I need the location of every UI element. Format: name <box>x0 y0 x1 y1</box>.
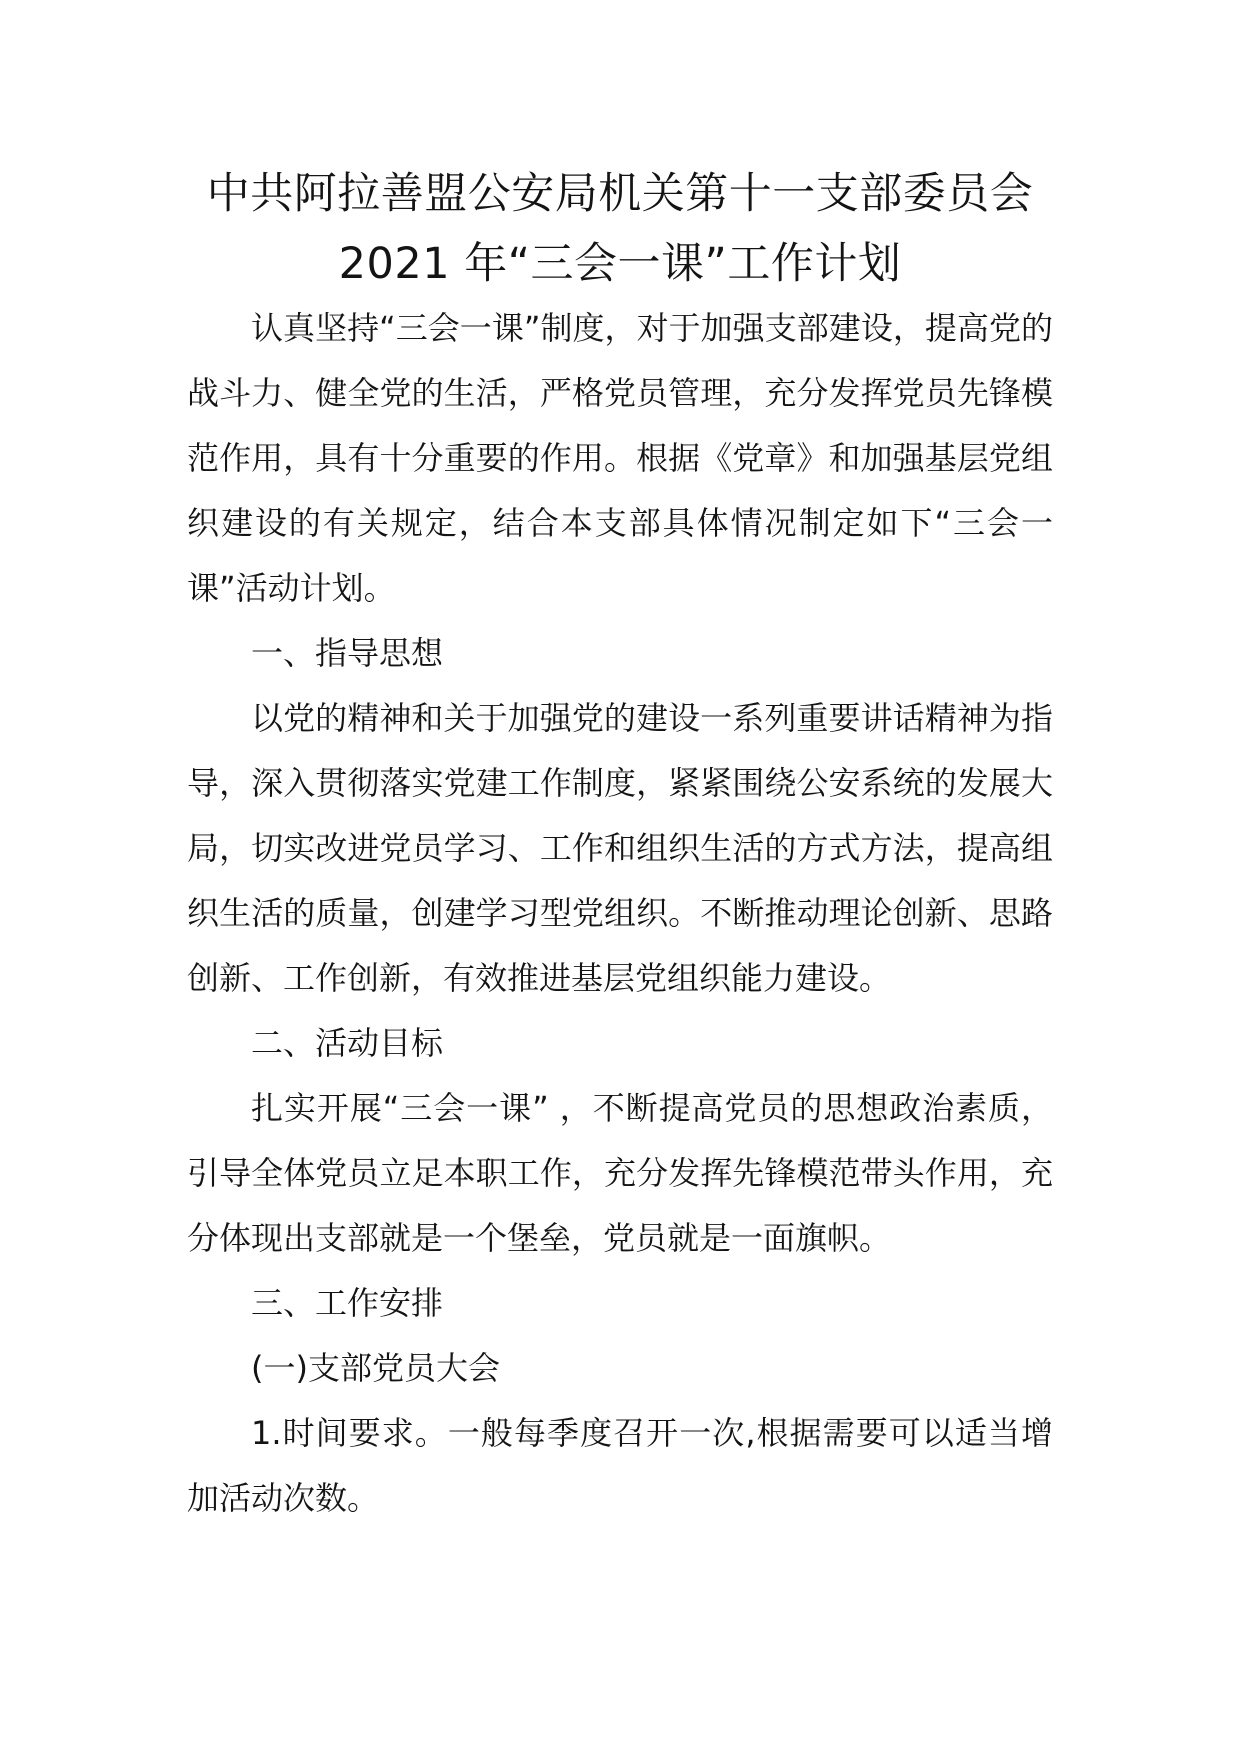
document-title-line-2: 2021 年“三会一课”工作计划 <box>338 239 902 289</box>
section-heading-activity-goals: 二、活动目标 <box>251 1024 444 1062</box>
activity-goals-paragraph: 扎实开展“三会一课” ，不断提高党员的思想政治素质，引导全体党员立足本职工作，充分发挥先锋模范带头作用，充分体现出支部就是一个堡垒，党员就是一面旗帜。 <box>187 1089 1053 1257</box>
time-requirement-paragraph: 1.时间要求。一般每季度召开一次,根据需要可以适当增加活动次数。 <box>187 1414 1053 1517</box>
document-title-line-1: 中共阿拉善盟公安局机关第十一支部委员会 <box>206 169 1034 219</box>
section-heading-guiding-ideology: 一、指导思想 <box>251 634 444 672</box>
subsection-heading-party-member-meeting: (一)支部党员大会 <box>251 1349 500 1387</box>
document-body <box>187 296 1053 1531</box>
intro-paragraph: 认真坚持“三会一课”制度，对于加强支部建设，提高党的战斗力、健全党的生活，严格党员管理，充分发挥党员先锋模范作用，具有十分重要的作用。根据《党章》和加强基层党组织建设的有关规定，结合本支部具体情况制定如下“三会一课”活动计划。 <box>187 309 1053 607</box>
guiding-ideology-paragraph: 以党的精神和关于加强党的建设一系列重要讲话精神为指导，深入贯彻落实党建工作制度，紧紧围绕公安系统的发展大局，切实改进党员学习、工作和组织生活的方式方法，提高组织生活的质量，创建学习型党组织。不断推动理论创新、思路创新、工作创新，有效推进基层党组织能力建设。 <box>187 699 1053 997</box>
section-heading-work-arrangement: 三、工作安排 <box>251 1284 444 1322</box>
